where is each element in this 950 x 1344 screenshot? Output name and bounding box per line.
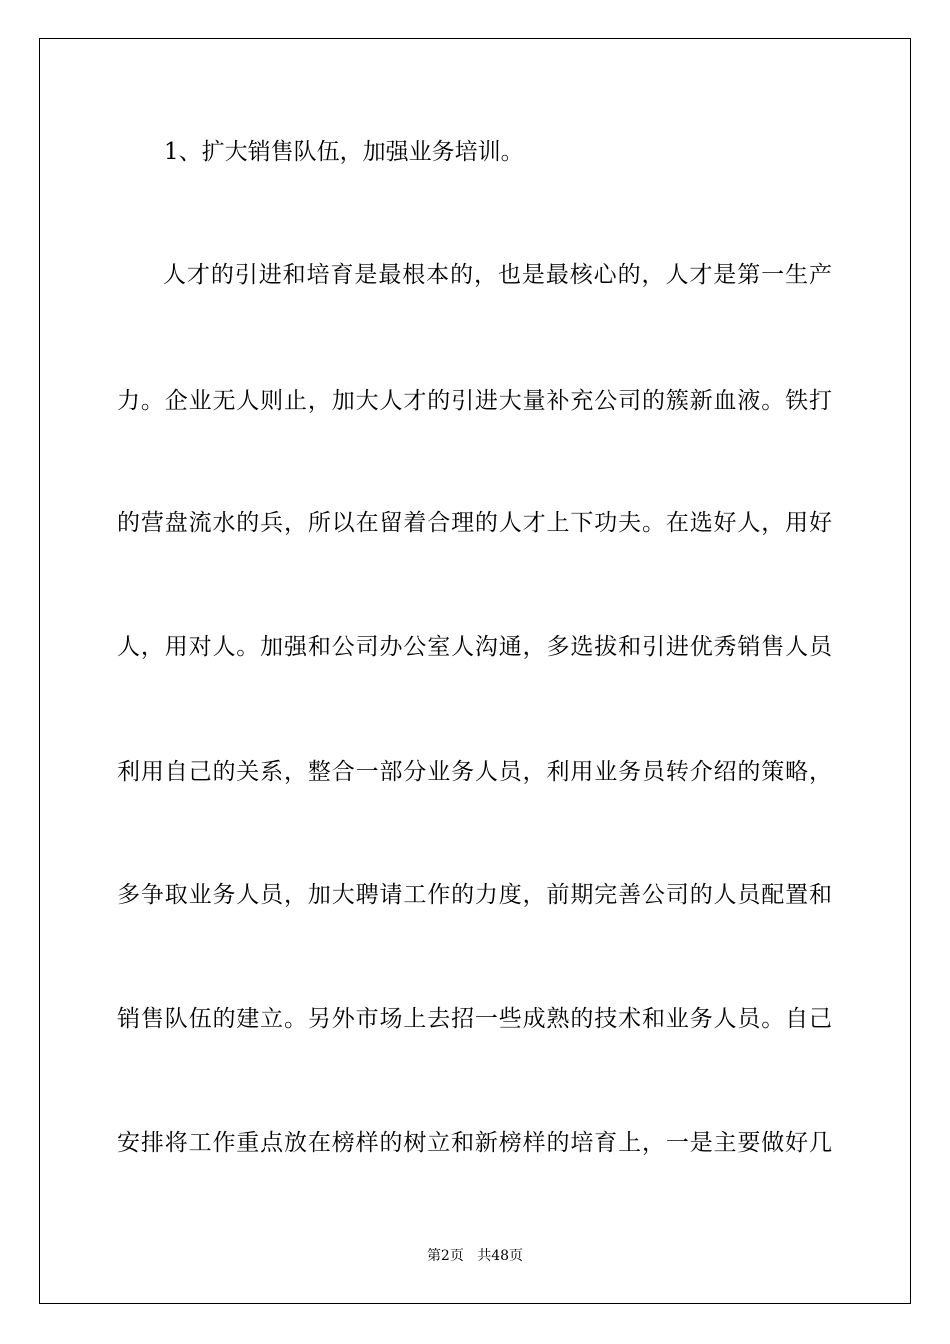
- paragraph-line: 人才的引进和培育是最根本的，也是最核心的，人才是第一生产: [163, 262, 832, 288]
- paragraph-line: 的营盘流水的兵，所以在留着合理的人才上下功夫。在选好人，用好: [117, 510, 832, 536]
- paragraph-line: 人，用对人。加强和公司办公室人沟通，多选拔和引进优秀销售人员: [117, 634, 832, 660]
- page-border: [39, 38, 911, 1304]
- page-footer: [0, 1247, 950, 1265]
- section-heading: 1、扩大销售队伍，加强业务培训。: [164, 139, 524, 165]
- paragraph-line: 销售队伍的建立。另外市场上去招一些成熟的技术和业务人员。自己: [117, 1006, 832, 1032]
- paragraph-line: 力。企业无人则止，加大人才的引进大量补充公司的簇新血液。铁打: [117, 388, 832, 414]
- paragraph-line: 安排将工作重点放在榜样的树立和新榜样的培育上，一是主要做好几: [117, 1130, 832, 1156]
- page-number: 第2页: [426, 1248, 464, 1264]
- paragraph-line: 多争取业务人员，加大聘请工作的力度，前期完善公司的人员配置和: [117, 882, 832, 908]
- page-total: 共48页: [477, 1248, 524, 1264]
- paragraph-line: 利用自己的关系，整合一部分业务人员，利用业务员转介绍的策略，: [117, 759, 832, 785]
